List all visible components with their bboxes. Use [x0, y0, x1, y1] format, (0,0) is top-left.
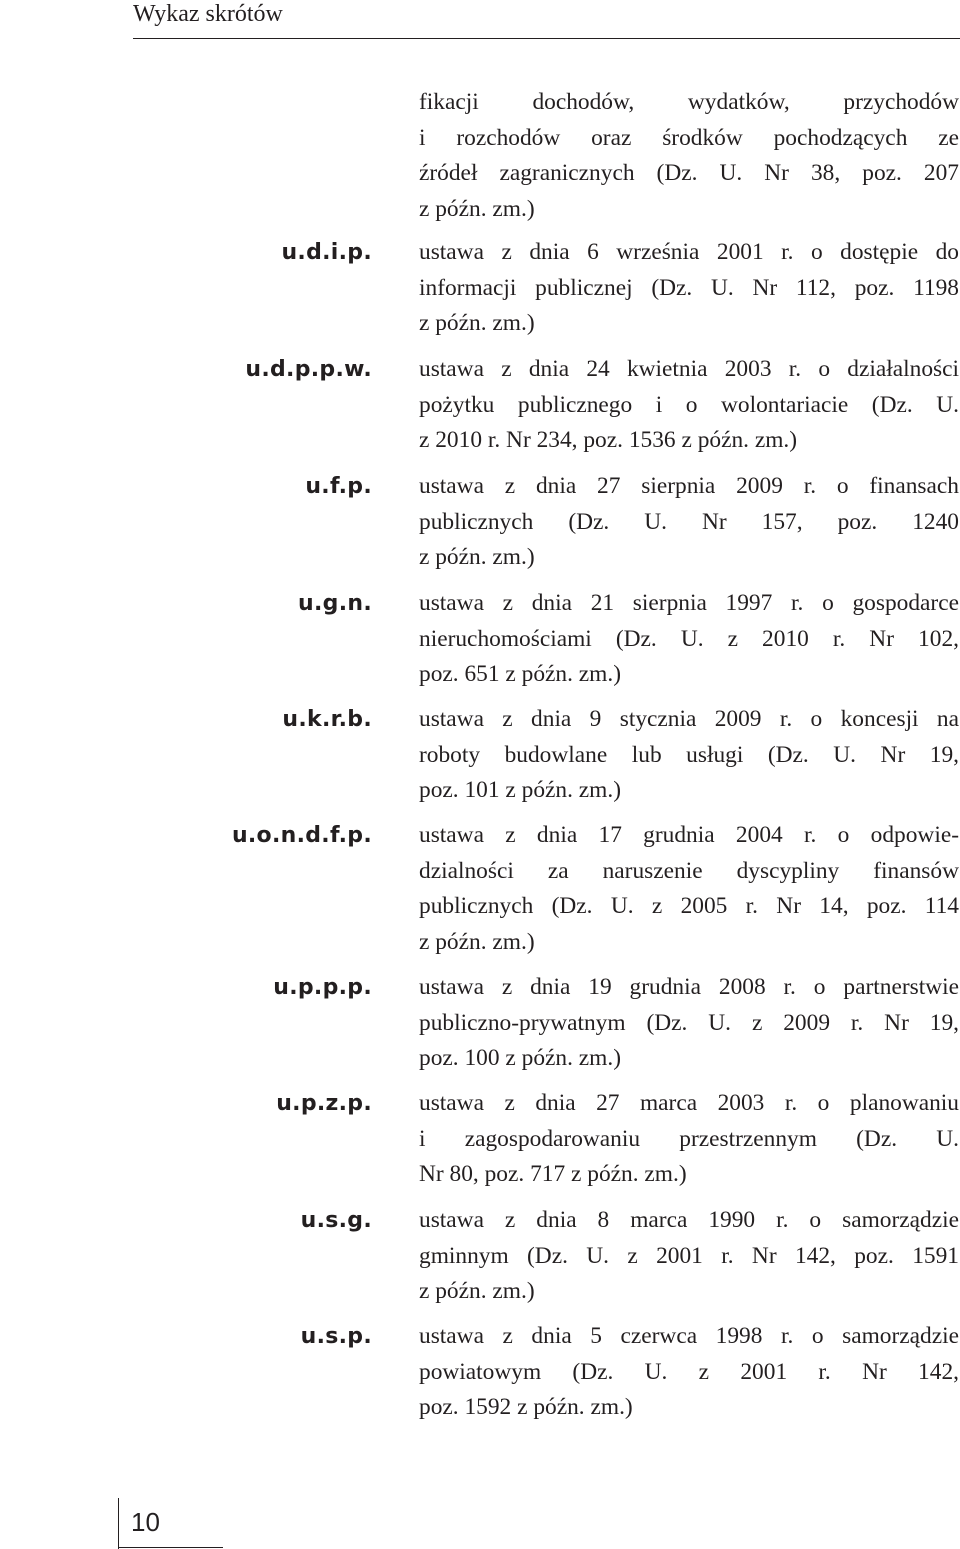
abbreviation-definition — [419, 970, 959, 1077]
text-line: z późn. zm.) — [419, 195, 535, 222]
text-line: Nr 80, poz. 717 z późn. zm.) — [419, 1161, 687, 1187]
abbreviation-definition — [419, 818, 959, 960]
abbreviation-definition — [419, 1319, 959, 1426]
abbreviation-term: u.p.z.p. — [276, 1091, 372, 1116]
page-number: 10 — [131, 1507, 160, 1537]
text-line: poz. 101 z późn. zm.) — [419, 777, 622, 803]
text-line: publicznych (Dz. U. Nr 157, poz. 1240 — [419, 508, 959, 535]
text-line: ustawa z dnia 27 marca 2003 r. o planowaniu — [419, 1090, 959, 1116]
abbreviation-term: u.o.n.d.f.p. — [231, 823, 372, 848]
abbreviation-definition — [419, 702, 959, 809]
text-line: ustawa z dnia 24 kwietnia 2003 r. o działalności — [419, 356, 959, 382]
abbreviation-term: u.s.g. — [300, 1208, 372, 1233]
text-line: informacji publicznej (Dz. U. Nr 112, poz. 1198 — [419, 274, 959, 301]
abbreviation-term: u.g.n. — [298, 591, 372, 616]
folio-baseline-rule — [118, 1547, 223, 1548]
abbreviation-definition — [419, 235, 959, 342]
running-header-title: Wykaz skrótów — [133, 1, 283, 27]
folio-vertical-rule — [118, 1498, 119, 1549]
abbreviation-definition — [419, 1086, 959, 1193]
text-line: i zagospodarowaniu przestrzennym (Dz. U. — [419, 1125, 959, 1152]
text-line: publicznych (Dz. U. z 2005 r. Nr 14, poz. 114 — [419, 893, 959, 919]
text-line: ustawa z dnia 5 czerwca 1998 r. o samorządzie — [419, 1323, 959, 1349]
abbreviation-term: u.k.r.b. — [282, 707, 372, 732]
text-line: z 2010 r. Nr 234, poz. 1536 z późn. zm.) — [419, 427, 798, 453]
text-line: poz. 651 z późn. zm.) — [419, 661, 622, 687]
text-line: z późn. zm.) — [419, 544, 535, 570]
text-line: fikacji dochodów, wydatków, przychodów — [419, 89, 959, 115]
abbreviation-definition — [419, 586, 959, 693]
abbreviation-term: u.p.p.p. — [273, 975, 372, 1000]
text-line: gminnym (Dz. U. z 2001 r. Nr 142, poz. 1591 — [419, 1242, 959, 1269]
text-line: roboty budowlane lub usługi (Dz. U. Nr 19, — [419, 741, 959, 768]
text-line: ustawa z dnia 8 marca 1990 r. o samorządzie — [419, 1207, 959, 1233]
abbreviation-definition — [419, 1203, 959, 1310]
text-line: ustawa z dnia 19 grudnia 2008 r. o partnerstwie — [419, 974, 959, 1000]
abbreviation-term: u.f.p. — [305, 474, 372, 499]
text-line: poz. 1592 z późn. zm.) — [419, 1394, 633, 1420]
abbreviation-definition — [419, 352, 959, 459]
text-line: źródeł zagranicznych (Dz. U. Nr 38, poz. 207 — [419, 160, 959, 186]
text-line: z późn. zm.) — [419, 928, 535, 955]
text-line: publiczno-prywatnym (Dz. U. z 2009 r. Nr 19, — [419, 1009, 959, 1036]
text-line: powiatowym (Dz. U. z 2001 r. Nr 142, — [419, 1358, 959, 1385]
text-line: nieruchomościami (Dz. U. z 2010 r. Nr 102, — [419, 625, 959, 652]
abbreviation-term: u.s.p. — [300, 1324, 372, 1349]
text-line: pożytku publicznego i o wolontariacie (Dz. U. — [419, 391, 959, 418]
abbreviation-definition — [419, 469, 959, 576]
text-line: dzialności za naruszenie dyscypliny finansów — [419, 857, 959, 884]
text-line: ustawa z dnia 21 sierpnia 1997 r. o gospodarce — [419, 590, 959, 616]
text-line: ustawa z dnia 6 września 2001 r. o dostępie do — [419, 239, 959, 265]
text-line: ustawa z dnia 27 sierpnia 2009 r. o finansach — [419, 473, 959, 499]
abbreviation-term: u.d.i.p. — [281, 240, 372, 265]
abbreviation-term: u.d.p.p.w. — [245, 357, 372, 382]
text-line: i rozchodów oraz środków pochodzących ze — [419, 124, 959, 151]
text-line: z późn. zm.) — [419, 1278, 535, 1304]
text-line: poz. 100 z późn. zm.) — [419, 1045, 622, 1071]
continuation-text — [419, 85, 959, 227]
text-line: z późn. zm.) — [419, 310, 535, 336]
text-line: ustawa z dnia 9 stycznia 2009 r. o koncesji na — [419, 706, 959, 732]
text-line: ustawa z dnia 17 grudnia 2004 r. o odpowie- — [419, 822, 959, 848]
